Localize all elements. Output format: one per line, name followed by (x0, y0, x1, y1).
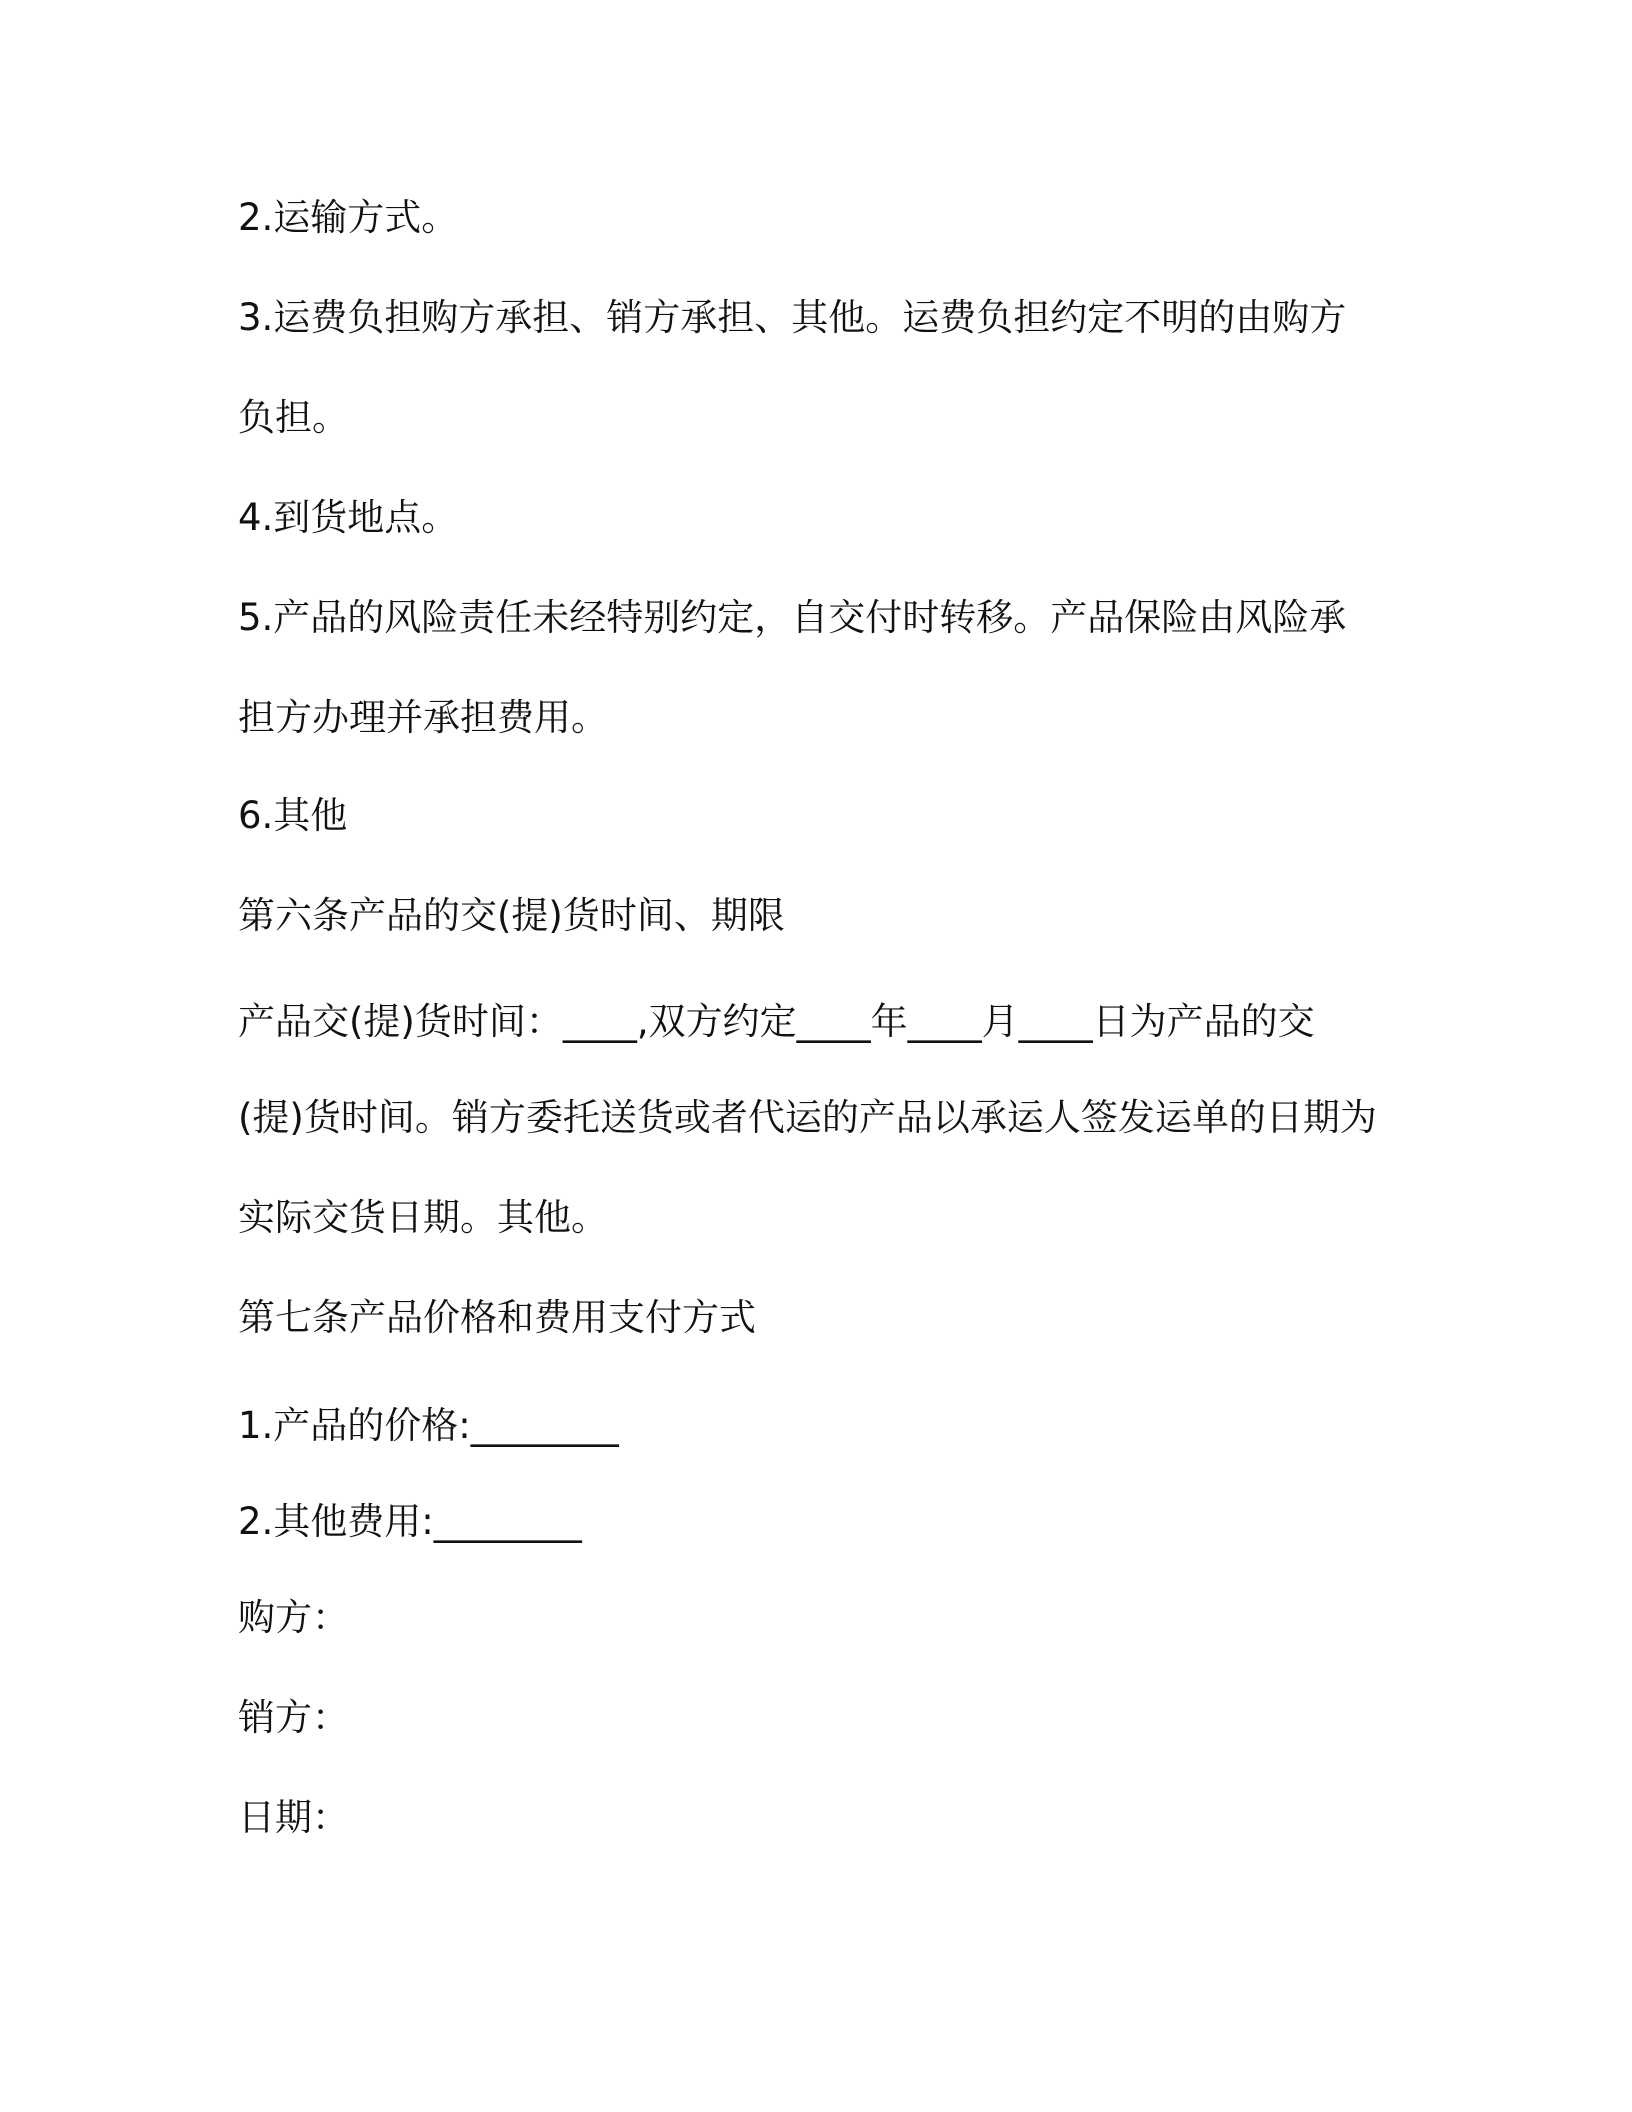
article-seven-heading: 第七条产品价格和费用支付方式 (238, 1296, 756, 1339)
item-product-price: 1.产品的价格:________ (238, 1404, 619, 1447)
delivery-time-clause-cont-2: 实际交货日期。其他。 (238, 1196, 608, 1239)
item-risk-responsibility: 5.产品的风险责任未经特别约定，自交付时转移。产品保险由风险承 (238, 596, 1347, 639)
date-label: 日期： (238, 1796, 349, 1839)
delivery-time-clause: 产品交(提)货时间：____,双方约定____年____月____日为产品的交 (238, 1000, 1315, 1043)
delivery-time-clause-cont-1: (提)货时间。销方委托送货或者代运的产品以承运人签发运单的日期为 (238, 1096, 1377, 1139)
buyer-signature-label: 购方： (238, 1596, 349, 1639)
item-freight-burden: 3.运费负担购方承担、销方承担、其他。运费负担约定不明的由购方 (238, 296, 1347, 339)
item-other-fees: 2.其他费用:________ (238, 1500, 582, 1543)
item-risk-responsibility-cont: 担方办理并承担费用。 (238, 696, 608, 739)
item-delivery-location: 4.到货地点。 (238, 496, 459, 539)
article-six-heading: 第六条产品的交(提)货时间、期限 (238, 894, 785, 937)
item-freight-burden-cont: 负担。 (238, 396, 349, 439)
item-other: 6.其他 (238, 794, 348, 837)
item-transport-method: 2.运输方式。 (238, 196, 459, 239)
seller-signature-label: 销方： (238, 1696, 349, 1739)
